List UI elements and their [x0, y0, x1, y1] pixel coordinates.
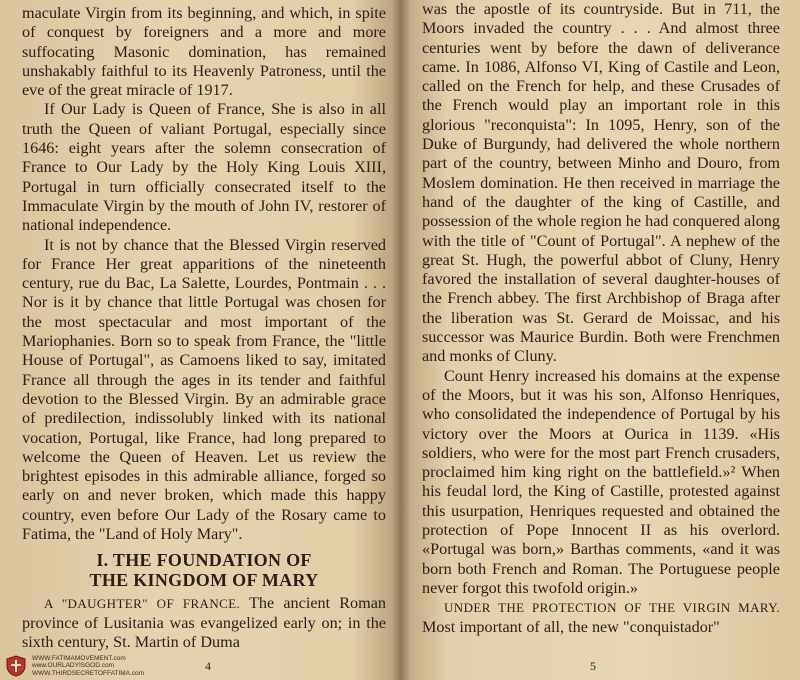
footer-watermark — [4, 654, 144, 678]
footer-url-1: WWW.FATIMAMOVEMENT.com — [32, 654, 126, 662]
left-paragraph-2: If Our Lady is Queen of France, She is also in all truth the Queen of valiant Portugal, especially since 1646: eight years after the solemn consecration of France to Our Lady by the Holy King Louis XIII, Portugal in turn officially consecrated itself to the Immaculate Virgin by the mouth of John IV, restorer of national independence. — [22, 100, 386, 235]
footer-urls — [32, 655, 144, 678]
subsection-text: The ancient Roman province of Lusitania was evangelized early on; in the sixth century, St. Martin of Duma — [22, 594, 386, 651]
section-heading-line-2: THE KINGDOM OF MARY — [89, 570, 319, 591]
subsection-text-2: Most important of all, the new "conquistador" — [422, 617, 720, 636]
page-number-left: 4 — [205, 659, 211, 673]
footer-url-3: WWW.THIRDSECRETOFFATIMA.com — [32, 669, 145, 677]
shield-emblem-icon — [4, 654, 28, 678]
left-paragraph-3: It is not by chance that the Blessed Virgin reserved for France Her great apparitions of the nineteenth century, rue du Bac, La Salette, Lourdes, Pontmain . . . Nor is it by chance that little Portugal was chosen for the most spectacular and most important of the Mariophanies. Born so to speak from France, the "little House of Portugal", as Camoens liked to say, imitated France all through the ages in its tender and faithful devotion to the Blessed Virgin. By an admirable grace of predilection, indissolubly linked with its national vocation, Portugal, like France, had long prepared to welcome the Queen of Heaven. Let us review the brightest episodes in this admirable alliance, forged so early on and never broken, which made this happy country, even before Our Lady of the Rosary came to Fatima, the "Land of Holy Mary". — [22, 235, 386, 544]
right-section-paragraph — [422, 598, 780, 637]
left-section-paragraph — [22, 594, 386, 652]
right-page — [400, 0, 800, 680]
subsection-lead: A "DAUGHTER" OF FRANCE. — [44, 596, 241, 612]
section-heading-line-1: I. THE FOUNDATION OF — [96, 550, 312, 571]
right-paragraph-2: Count Henry increased his domains at the expense of the Moors, but it was his son, Alfonso Henriques, who consolidated the independence of Portugal by his victory over the Moors at Ourica in 1139. «His soldiers, who were for the most part French crusaders, proclaimed him king right on the battlefield.»² When his feudal lord, the King of Castille, protested against this usurpation, Henriques requested and obtained the protection of Pope Innocent II as his overlord. «Portugal was born,» Barthas comments, «and it was born both French and Roman. The Portuguese people never forgot this twofold origin.» — [422, 366, 780, 597]
left-paragraph-1: maculate Virgin from its beginning, and which, in spite of conquest by foreigners and a more and more suffocating Masonic domination, has remained unshakably faithful to its Heavenly Patroness, until the eve of the great miracle of 1917. — [22, 4, 386, 100]
section-heading — [22, 550, 386, 590]
subsection-lead-2: UNDER THE PROTECTION OF THE VIRGIN MARY. — [444, 600, 780, 616]
footer-url-2: www.OURLADYISGOD.com — [32, 662, 114, 670]
right-paragraph-1: was the apostle of its countryside. But in 711, the Moors invaded the country . . . And almost three centuries went by before the dawn of deliverance came. In 1086, Alfonso VI, King of Castile and Leon, called on the French for help, and these Crusades of the French would play an important role in this glorious "reconquista": In 1095, Henry, son of the Duke of Burgundy, had delivered the whole northern part of the country, between Minho and Douro, from Moslem domination. He then received in marriage the hand of the daughter of the king of Castille, and possession of the whole region he had conquered along with the title of "Count of Portugal". A nephew of the great St. Hugh, the powerful abbot of Cluny, Henry favored the installation of several daughter-houses of the French abbey. The first Archbishop of Braga after the liberation was St. Gerard de Moissac, and his successor was Maurice Burdin. Both were Frenchmen and monks of Cluny. — [422, 0, 780, 366]
page-number-right: 5 — [590, 659, 596, 673]
